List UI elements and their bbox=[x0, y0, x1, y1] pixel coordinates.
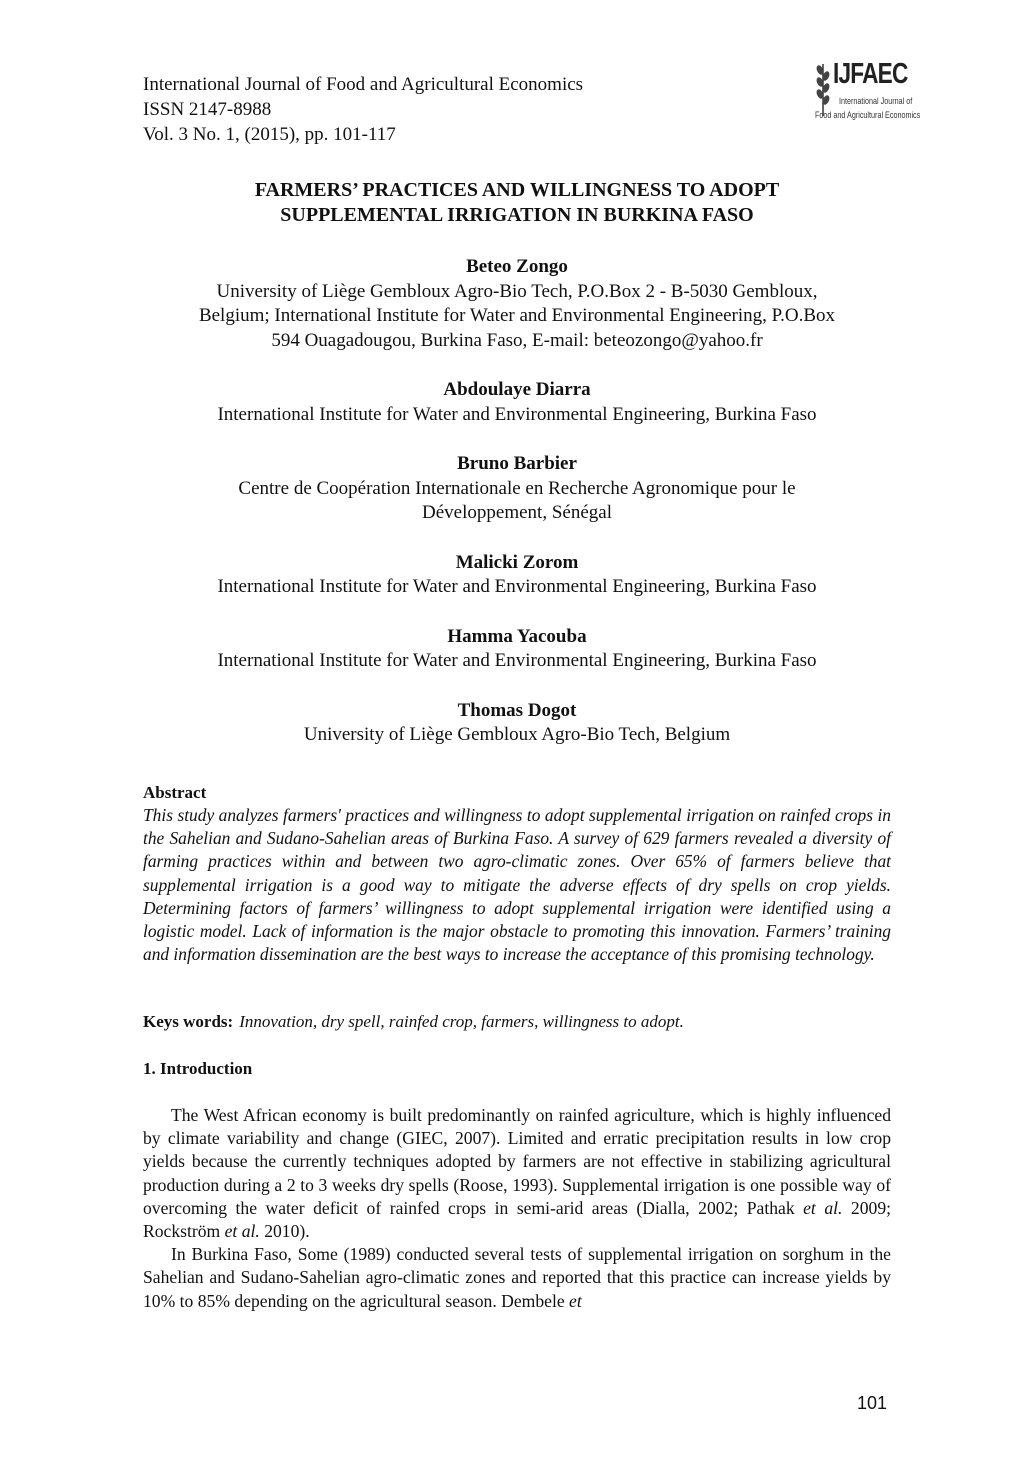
introduction-body bbox=[143, 1104, 891, 1313]
text-run-italic: et al. bbox=[803, 1197, 843, 1218]
journal-volume: Vol. 3 No. 1, (2015), pp. 101-117 bbox=[143, 124, 396, 145]
section-heading: 1. Introduction bbox=[143, 1059, 253, 1078]
text-run: In Burkina Faso, Some (1989) conducted several tests of supplemental irrigation on sorghum in the Sahelian and Sudano-Sahelian agro-climatic zones and reported that this practice can increase yields by 10% to 85% depending on the agricultural season. Dembele bbox=[143, 1244, 891, 1311]
author-affiliation: University of Liège Gembloux Agro-Bio Tech, Belgium bbox=[303, 724, 731, 745]
author-name: Bruno Barbier bbox=[457, 453, 577, 474]
paragraph bbox=[143, 1104, 891, 1243]
text-run-italic: et bbox=[569, 1290, 582, 1311]
author-affiliation: 594 Ouagadougou, Burkina Faso, E-mail: beteozongo@yahoo.fr bbox=[271, 329, 763, 351]
author-name: Thomas Dogot bbox=[457, 699, 577, 721]
author-name: Hamma Yacouba bbox=[447, 625, 587, 647]
author-block bbox=[143, 378, 891, 427]
journal-name: International Journal of Food and Agricultural Economics bbox=[143, 74, 584, 95]
logo-line2: Food and Agricultural Economics bbox=[815, 110, 921, 120]
abstract-text: This study analyzes farmers' practices and willingness to adopt supplemental irrigation on rainfed crops in the Sahelian and Sudano-Sahelian areas of Burkina Faso. A survey of 629 farmers revealed a diversity of farming practices within and between two agro-climatic zones. Over 65% of farmers believe that supplemental irrigation is a good way to mitigate the adverse effects of dry spells on crop yields. Determining factors of farmers’ willingness to adopt supplemental irrigation were identified using a logistic model. Lack of information is the major obstacle to promoting this innovation. Farmers’ training and information dissemination are the best ways to increase the acceptance of this promising technology. bbox=[143, 805, 891, 965]
text-run: 2010). bbox=[259, 1221, 310, 1242]
keywords-text: Innovation, dry spell, rainfed crop, farmers, willingness to adopt. bbox=[239, 1012, 684, 1031]
paper-title bbox=[143, 178, 891, 228]
page-number: 101 bbox=[857, 1393, 888, 1413]
author-affiliation: Belgium; International Institute for Water and Environmental Engineering, P.O.Box bbox=[198, 305, 836, 326]
logo-mark: IJFAEC bbox=[833, 58, 908, 90]
author-affiliation: University of Liège Gembloux Agro-Bio Tech, P.O.Box 2 - B-5030 Gembloux, bbox=[216, 280, 818, 302]
author-block bbox=[143, 699, 891, 748]
text-run: The West African economy is built predominantly on rainfed agriculture, which is highly influenced by climate variability and change (GIEC, 2007). Limited and erratic precipitation results in low crop yields because the currently techniques adopted by farmers are not effective in stabilizing agricultural production during a 2 to 3 weeks dry spells (Roose, 1993). Supplemental irrigation is one possible way of overcoming the water deficit of rainfed crops in semi-arid areas (Dialla, 2002; Pathak bbox=[143, 1105, 891, 1218]
keywords bbox=[143, 1012, 891, 1032]
abstract-heading: Abstract bbox=[143, 783, 207, 802]
journal-header bbox=[143, 72, 703, 147]
author-block bbox=[143, 452, 891, 526]
author-name: Beteo Zongo bbox=[466, 256, 568, 277]
author-affiliation: International Institute for Water and Environmental Engineering, Burkina Faso bbox=[217, 650, 817, 671]
author-affiliation: International Institute for Water and Environmental Engineering, Burkina Faso bbox=[217, 403, 817, 425]
author-name: Malicki Zorom bbox=[455, 551, 579, 573]
keywords-label: Keys words: bbox=[143, 1012, 234, 1031]
text-run: 2009; Rockström bbox=[143, 1197, 892, 1242]
author-block bbox=[143, 625, 891, 674]
journal-issn: ISSN 2147-8988 bbox=[143, 99, 272, 120]
author-name: Abdoulaye Diarra bbox=[443, 379, 591, 400]
author-block bbox=[143, 551, 891, 600]
logo-line1: International Journal of bbox=[839, 96, 913, 106]
title-line2: SUPPLEMENTAL IRRIGATION IN BURKINA FASO bbox=[280, 204, 754, 226]
author-affiliation: Centre de Coopération Internationale en Recherche Agronomique pour le bbox=[238, 477, 796, 499]
paragraph bbox=[143, 1243, 891, 1313]
author-affiliation: International Institute for Water and Environmental Engineering, Burkina Faso bbox=[217, 576, 817, 597]
text-run-italic: et al. bbox=[224, 1221, 260, 1242]
author-block bbox=[143, 255, 891, 353]
author-list bbox=[143, 255, 891, 773]
title-line1: FARMERS’ PRACTICES AND WILLINGNESS TO ADOPT bbox=[254, 179, 780, 201]
author-affiliation: Développement, Sénégal bbox=[422, 502, 612, 523]
journal-logo bbox=[815, 58, 921, 128]
